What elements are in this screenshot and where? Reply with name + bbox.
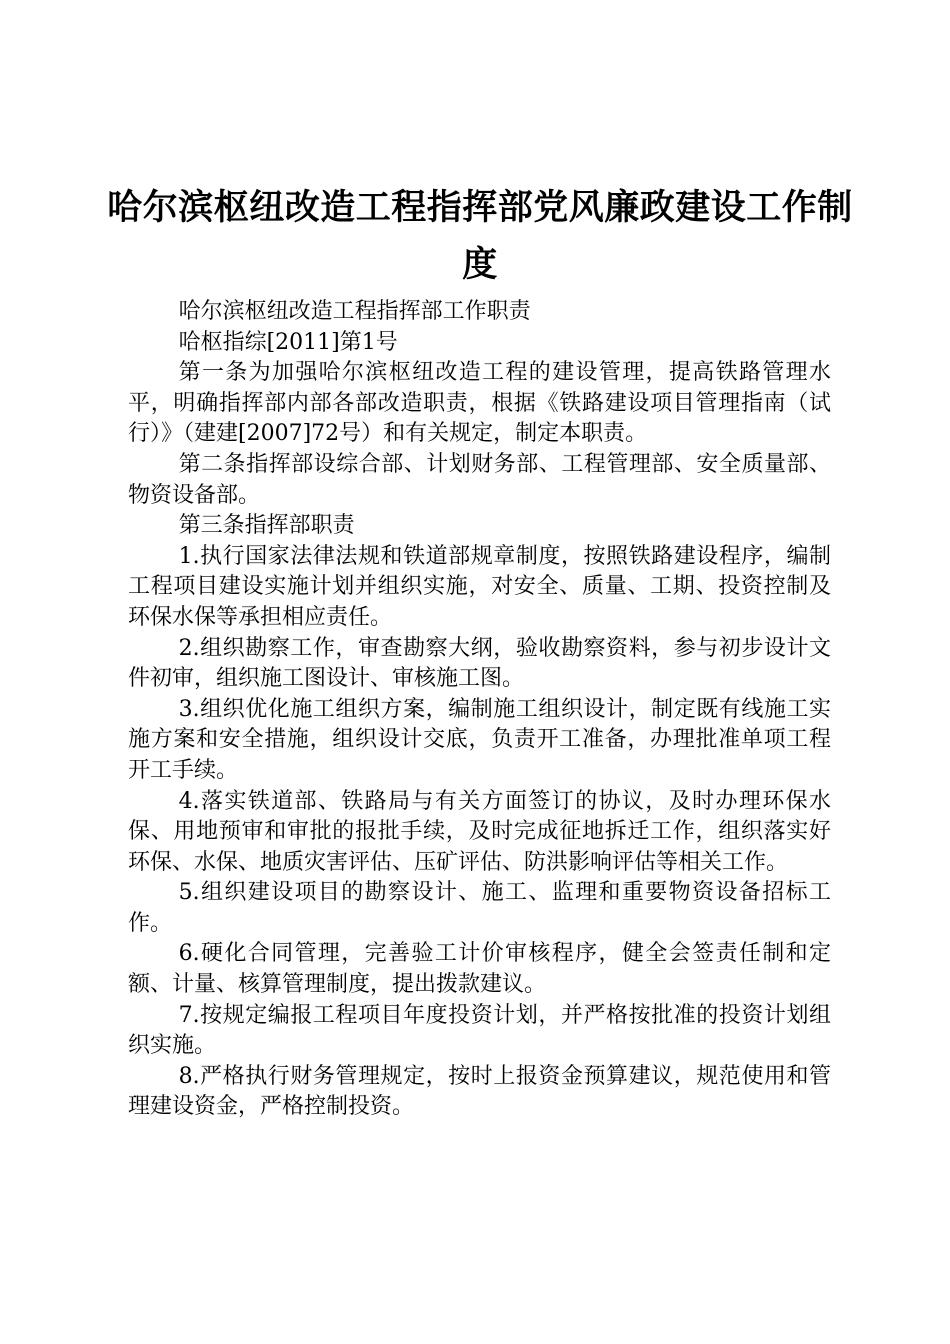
paragraph: 2.组织勘察工作，审查勘察大纲，验收勘察资料，参与初步设计文件初审，组织施工图设计、审核施工图。 (128, 635, 831, 692)
paragraph: 7.按规定编报工程项目年度投资计划，并严格按批准的投资计划组织实施。 (128, 1002, 831, 1059)
paragraph: 5.组织建设项目的勘察设计、施工、监理和重要物资设备招标工作。 (128, 880, 831, 936)
paragraph: 第一条为加强哈尔滨枢纽改造工程的建设管理，提高铁路管理水平，明确指挥部内部各部改造职责，根据《铁路建设项目管理指南（试行）》（建建[2007]72号）和有关规定，制定本职责。 (128, 360, 831, 447)
document-title: 哈尔滨枢纽改造工程指挥部党风廉政建设工作制度 (107, 188, 853, 285)
paragraph: 第二条指挥部设综合部、计划财务部、工程管理部、安全质量部、物资设备部。 (128, 451, 831, 508)
paragraph: 3.组织优化施工组织方案，编制施工组织设计，制定既有线施工实施方案和安全措施，组织设计交底，负责开工准备，办理批准单项工程开工手续。 (128, 696, 831, 783)
paragraph: 哈尔滨枢纽改造工程指挥部工作职责 (178, 299, 531, 324)
paragraph: 4.落实铁道部、铁路局与有关方面签订的协议，及时办理环保水保、用地预审和审批的报批手续，及时完成征地拆迁工作，组织落实好环保、水保、地质灾害评估、压矿评估、防洪影响评估等相关工作。 (128, 788, 831, 875)
paragraph: 6.硬化合同管理，完善验工计价审核程序，健全会签责任制和定额、计量、核算管理制度，提出拨款建议。 (128, 941, 831, 998)
paragraph: 哈枢指综[2011]第1号 (178, 329, 398, 355)
paragraph: 8.严格执行财务管理规定，按时上报资金预算建议，规范使用和管理建设资金，严格控制投资。 (128, 1063, 831, 1120)
paragraph: 第三条指挥部职责 (178, 513, 355, 539)
document-body (128, 297, 831, 1123)
paragraph: 1.执行国家法律法规和铁道部规章制度，按照铁路建设程序，编制工程项目建设实施计划并组织实施，对安全、质量、工期、投资控制及环保水保等承担相应责任。 (128, 543, 831, 630)
